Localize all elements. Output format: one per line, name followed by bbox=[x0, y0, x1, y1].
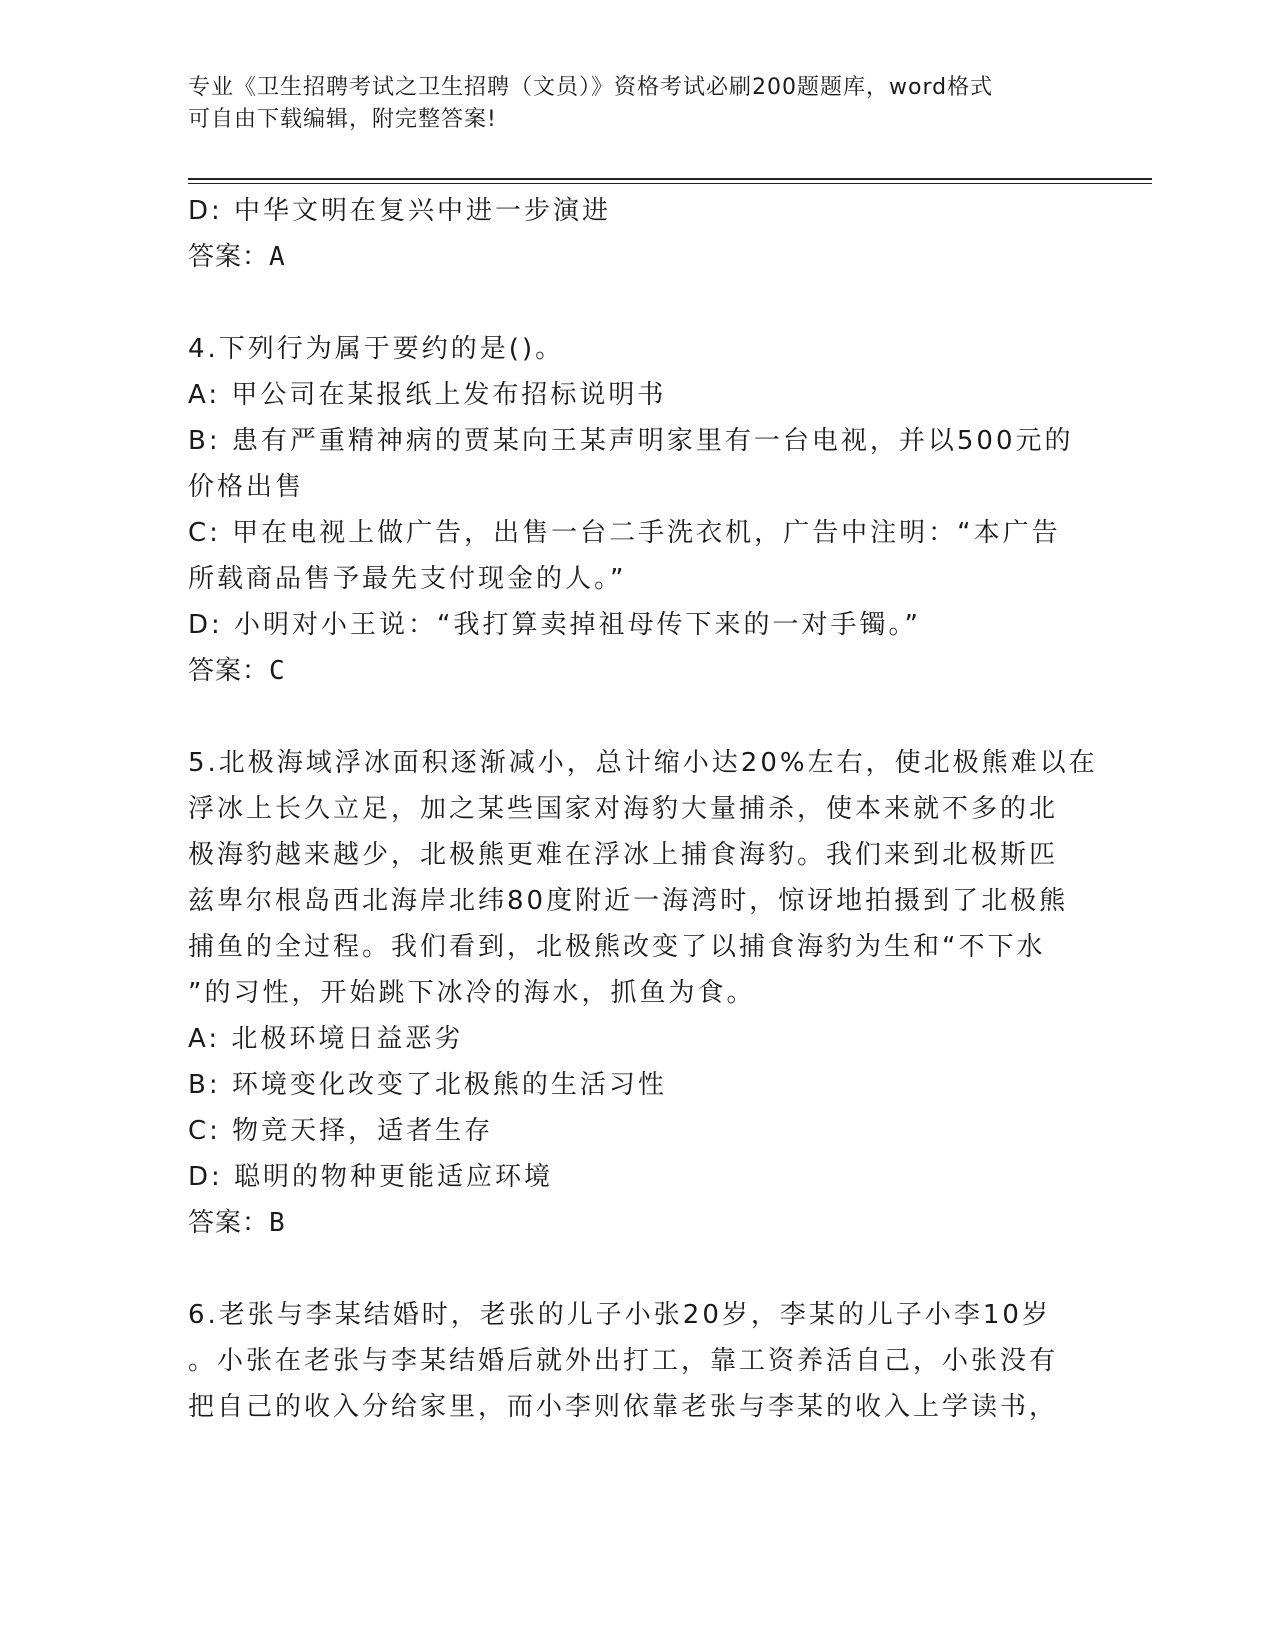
q5-stem-line-3: 极海豹越来越少，北极熊更难在浮冰上捕食海豹。我们来到北极斯匹 bbox=[188, 840, 1059, 870]
spacer bbox=[188, 1246, 1088, 1292]
header-rule-thick bbox=[188, 178, 1152, 180]
q4-option-d: D: 小明对小王说：“我打算卖掉祖母传下来的一对手镯。” bbox=[188, 610, 921, 640]
q4-option-b-line-1: B: 患有严重精神病的贾某向王某声明家里有一台电视，并以500元的 bbox=[188, 426, 1074, 456]
q4-option-b-line-2: 价格出售 bbox=[188, 472, 305, 502]
spacer bbox=[188, 694, 1088, 740]
header-line-1: 专业《卫生招聘考试之卫生招聘（文员）》资格考试必刷200题题库，word格式 bbox=[188, 75, 994, 100]
q4-option-c-line-2: 所载商品售予最先支付现金的人。” bbox=[188, 564, 627, 594]
q4-stem: 4.下列行为属于要约的是()。 bbox=[188, 334, 565, 364]
q4-option-a: A: 甲公司在某报纸上发布招标说明书 bbox=[188, 380, 667, 410]
q5-option-d: D: 聪明的物种更能适应环境 bbox=[188, 1162, 554, 1192]
q5-stem-line-1: 5.北极海域浮冰面积逐渐减小，总计缩小达20%左右，使北极熊难以在 bbox=[188, 748, 1098, 778]
q4-answer: 答案：C bbox=[188, 656, 286, 686]
q5-stem-line-6: ”的习性，开始跳下冰冷的海水，抓鱼为食。 bbox=[188, 978, 756, 1008]
q5-stem-line-4: 兹卑尔根岛西北海岸北纬80度附近一海湾时，惊讶地拍摄到了北极熊 bbox=[188, 886, 1069, 916]
q5-stem-line-5: 捕鱼的全过程。我们看到，北极熊改变了以捕食海豹为生和“不下水 bbox=[188, 932, 1046, 962]
q6-stem-line-3: 把自己的收入分给家里，而小李则依靠老张与李某的收入上学读书， bbox=[188, 1392, 1059, 1422]
q4-option-c-line-1: C: 甲在电视上做广告，出售一台二手洗衣机，广告中注明：“本广告 bbox=[188, 518, 1061, 548]
document-body bbox=[188, 188, 1098, 1430]
header-line-2: 可自由下载编辑，附完整答案! bbox=[188, 107, 497, 132]
q6-stem-line-2: 。小张在老张与李某结婚后就外出打工，靠工资养活自己，小张没有 bbox=[188, 1346, 1059, 1376]
q5-stem-line-2: 浮冰上长久立足，加之某些国家对海豹大量捕杀，使本来就不多的北 bbox=[188, 794, 1059, 824]
q5-option-c: C: 物竞天择，适者生存 bbox=[188, 1116, 494, 1146]
q5-option-b: B: 环境变化改变了北极熊的生活习性 bbox=[188, 1070, 667, 1100]
header-rule-thin bbox=[188, 183, 1152, 184]
q5-option-a: A: 北极环境日益恶劣 bbox=[188, 1024, 464, 1054]
q6-stem-line-1: 6.老张与李某结婚时，老张的儿子小张20岁，李某的儿子小李10岁 bbox=[188, 1300, 1051, 1330]
q3-answer: 答案：A bbox=[188, 242, 286, 272]
q3-option-d: D: 中华文明在复兴中进一步演进 bbox=[188, 196, 612, 226]
document-header bbox=[188, 72, 1088, 136]
spacer bbox=[188, 280, 1088, 326]
q5-answer: 答案：B bbox=[188, 1208, 286, 1238]
